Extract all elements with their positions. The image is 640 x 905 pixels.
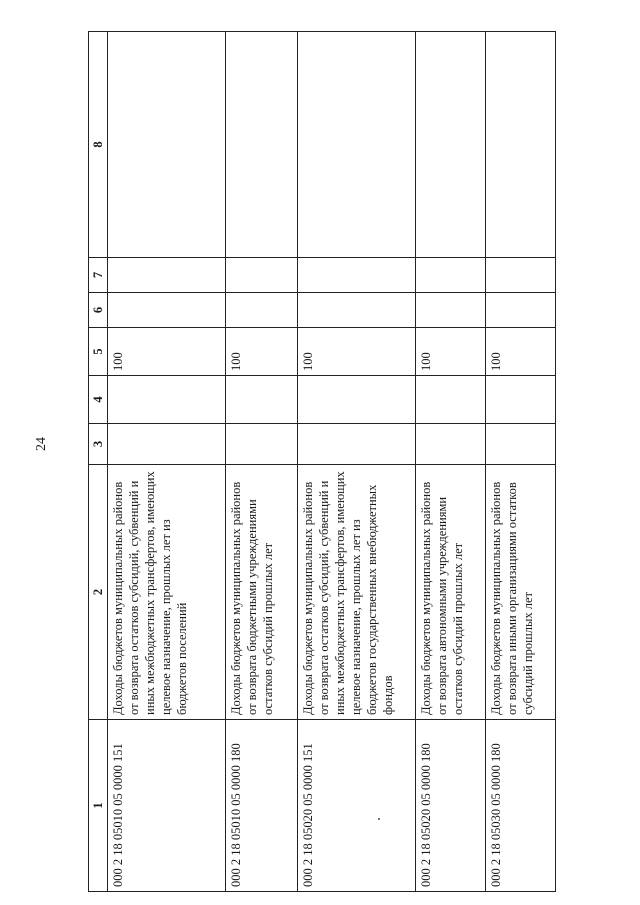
row-col7 (416, 258, 486, 293)
table-header-row (89, 32, 108, 892)
row-col8 (298, 32, 416, 258)
row-description: Доходы бюджетов муниципальных районов от возврата остатков субсидий, субвенций и иных межбюджетных трансфертов, имеющих целевое назначение, прошлых лет из бюджетов государственных внебюджетных фондов (298, 465, 416, 720)
row-code: 000 2 18 05010 05 0000 180 (226, 720, 298, 892)
row-col8 (108, 32, 226, 258)
row-col4 (416, 376, 486, 424)
row-col5: 100 (416, 328, 486, 376)
header-col-3: 3 (89, 424, 108, 465)
revenue-table (88, 31, 556, 892)
table-row (108, 32, 226, 892)
row-col6 (486, 293, 556, 328)
row-col3 (298, 424, 416, 465)
row-code: 000 2 18 05020 05 0000 151 (298, 720, 416, 892)
header-col-4: 4 (89, 376, 108, 424)
row-col4 (486, 376, 556, 424)
row-col4 (298, 376, 416, 424)
table-row (298, 32, 416, 892)
row-col5: 100 (298, 328, 416, 376)
header-col-8: 8 (89, 32, 108, 258)
row-col5: 100 (226, 328, 298, 376)
table-row (486, 32, 556, 892)
row-col3 (226, 424, 298, 465)
row-col6 (108, 293, 226, 328)
row-col3 (486, 424, 556, 465)
row-code: 000 2 18 05010 05 0000 151 (108, 720, 226, 892)
row-description: Доходы бюджетов муниципальных районов от возврата автономными учреждениями остатков субсидий прошлых лет (416, 465, 486, 720)
row-col6 (298, 293, 416, 328)
header-col-2: 2 (89, 465, 108, 720)
scan-speck (378, 818, 380, 820)
row-col8 (486, 32, 556, 258)
row-col7 (226, 258, 298, 293)
row-col6 (226, 293, 298, 328)
row-col7 (108, 258, 226, 293)
row-code: 000 2 18 05030 05 0000 180 (486, 720, 556, 892)
header-col-5: 5 (89, 328, 108, 376)
row-col4 (108, 376, 226, 424)
header-col-7: 7 (89, 258, 108, 293)
row-col7 (298, 258, 416, 293)
row-col6 (416, 293, 486, 328)
row-col3 (416, 424, 486, 465)
table-row (226, 32, 298, 892)
header-col-6: 6 (89, 293, 108, 328)
row-col4 (226, 376, 298, 424)
table-row (416, 32, 486, 892)
row-col8 (416, 32, 486, 258)
page-number: 24 (34, 437, 49, 451)
row-col8 (226, 32, 298, 258)
row-code: 000 2 18 05020 05 0000 180 (416, 720, 486, 892)
row-description: Доходы бюджетов муниципальных районов от возврата бюджетными учреждениями остатков субсидий прошлых лет (226, 465, 298, 720)
header-col-1: 1 (89, 720, 108, 892)
row-col5: 100 (486, 328, 556, 376)
revenue-table-rotated (88, 32, 535, 892)
row-col5: 100 (108, 328, 226, 376)
row-description: Доходы бюджетов муниципальных районов от возврата остатков субсидий, субвенций и иных межбюджетных трансфертов, имеющих целевое назначение, прошлых лет из бюджетов поселений (108, 465, 226, 720)
row-description: Доходы бюджетов муниципальных районов от возврата иными организациями остатков субсидий прошлых лет (486, 465, 556, 720)
row-col3 (108, 424, 226, 465)
row-col7 (486, 258, 556, 293)
